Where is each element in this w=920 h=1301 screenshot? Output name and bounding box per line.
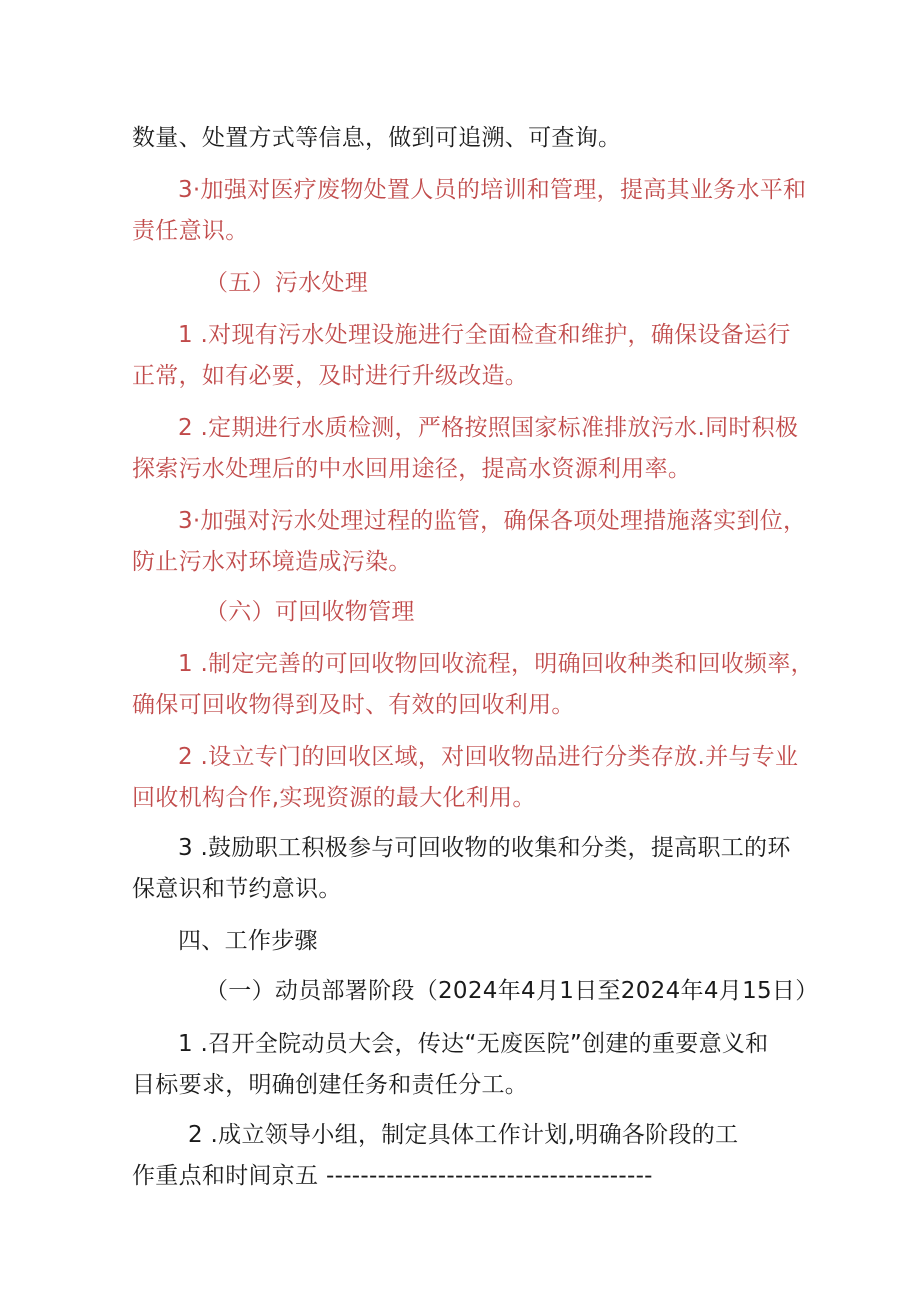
text-line-13: 确保可回收物得到及时、有效的回收利用。 [132,692,575,718]
text-line-9: 3·加强对污水处理过程的监管，确保各项处理措施落实到位， [178,508,807,534]
subsection-heading-mobilization: （一）动员部署阶段（2024年4月1日至2024年4月15日） [205,978,819,1004]
section-heading-work-steps: 四、工作步骤 [178,928,318,954]
text-line-17: 保意识和节约意识。 [132,876,342,902]
text-line-23: 作重点和时间京五 -------------------------------------- [132,1163,653,1189]
section-heading-wastewater: （五）污水处理 [205,270,369,296]
section-heading-recyclables: （六）可回收物管理 [205,599,415,625]
text-line-1: 数量、处置方式等信息，做到可追溯、可查询。 [132,125,622,151]
text-line-6: 正常，如有必要，及时进行升级改造。 [132,363,529,389]
text-line-12: 1 .制定完善的可回收物回收流程，明确回收种类和回收频率， [178,651,814,677]
text-line-8: 探索污水处理后的中水回用途径，提高水资源利用率。 [132,456,692,482]
text-line-2: 3·加强对医疗废物处置人员的培训和管理，提高其业务水平和 [178,177,807,203]
text-line-16: 3 .鼓励职工积极参与可回收物的收集和分类，提高职工的环 [178,835,791,861]
text-line-15: 回收机构合作,实现资源的最大化利用。 [132,785,536,811]
text-line-20: 1 .召开全院动员大会，传达“无废医院”创建的重要意义和 [178,1031,769,1057]
text-line-22: 2 .成立领导小组，制定具体工作计划,明确各阶段的工 [188,1122,739,1148]
text-line-21: 目标要求，明确创建任务和责任分工。 [132,1072,529,1098]
text-line-7: 2 .定期进行水质检测，严格按照国家标准排放污水.同时积极 [178,415,799,441]
text-line-10: 防止污水对环境造成污染。 [132,549,412,575]
text-line-5: 1 .对现有污水处理设施进行全面检查和维护，确保设备运行 [178,322,791,348]
text-line-3: 责任意识。 [132,218,249,244]
text-line-14: 2 .设立专门的回收区域，对回收物品进行分类存放.并与专业 [178,744,799,770]
